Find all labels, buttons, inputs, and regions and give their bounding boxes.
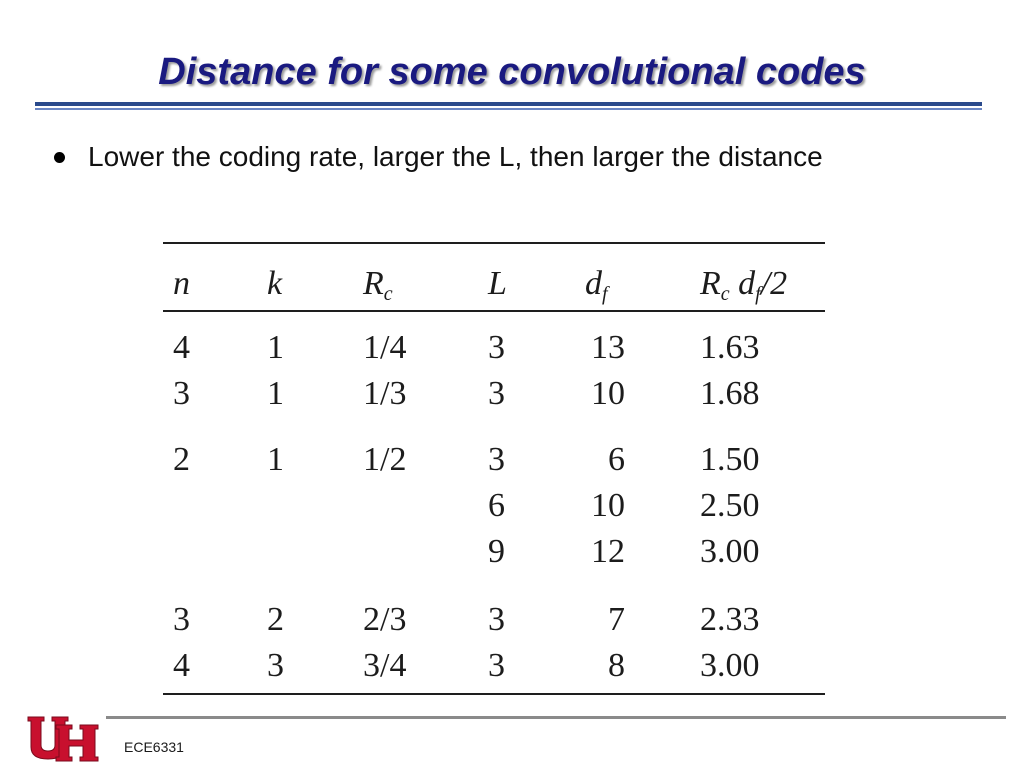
cell-code-rate: 3/4 [363,647,407,684]
table-row [163,374,825,414]
table-bottom-rule [163,693,825,695]
header-gain-c: c [720,283,730,305]
cell-l: 3 [488,441,505,478]
table-row [163,486,825,526]
cell-gain: 2.50 [700,487,760,524]
header-l: L [488,265,507,302]
cell-k: 1 [267,329,284,366]
cell-n: 3 [173,375,190,412]
cell-l: 3 [488,601,505,638]
cell-k: 1 [267,375,284,412]
uh-logo-icon [26,711,102,767]
cell-l: 9 [488,533,505,570]
cell-gain: 1.63 [700,329,760,366]
header-df-sub: f [602,283,608,305]
cell-n: 3 [173,601,190,638]
cell-l: 6 [488,487,505,524]
table-row [163,532,825,572]
header-code-rate [363,264,393,314]
cell-n: 2 [173,441,190,478]
cell-k: 3 [267,647,284,684]
cell-free-distance: 10 [591,487,625,524]
cell-free-distance: 8 [608,647,625,684]
title-divider-thin [35,108,982,110]
table-header-rule [163,310,825,312]
bullet-dot-icon [54,152,65,163]
cell-k: 1 [267,441,284,478]
cell-gain: 2.33 [700,601,760,638]
header-gain-d: d [729,265,756,302]
header-k: k [267,265,283,302]
cell-free-distance: 6 [608,441,625,478]
cell-gain: 1.68 [700,375,760,412]
footer-course-label: ECE6331 [124,739,184,755]
table-row [163,646,825,686]
cell-l: 3 [488,647,505,684]
header-rc-main: R [363,265,384,302]
slide-title: Distance for some convolutional codes [158,51,866,93]
header-gain-tail: /2 [760,265,788,302]
cell-code-rate: 1/2 [363,441,407,478]
cell-free-distance: 12 [591,533,625,570]
cell-code-rate: 1/3 [363,375,407,412]
title-divider [35,102,982,106]
header-n: n [173,265,190,302]
header-gain [700,264,787,314]
cell-free-distance: 13 [591,329,625,366]
cell-gain: 1.50 [700,441,760,478]
cell-l: 3 [488,375,505,412]
cell-n: 4 [173,647,190,684]
table-top-rule [163,242,825,244]
header-rc-sub: c [383,283,393,305]
table-row [163,600,825,640]
header-gain-f: f [755,283,761,305]
cell-n: 4 [173,329,190,366]
cell-code-rate: 2/3 [363,601,407,638]
cell-free-distance: 10 [591,375,625,412]
cell-gain: 3.00 [700,533,760,570]
cell-k: 2 [267,601,284,638]
header-free-distance [585,264,608,314]
cell-free-distance: 7 [608,601,625,638]
bullet-text: Lower the coding rate, larger the L, then larger the distance [88,141,823,172]
header-gain-r: R [700,265,721,302]
convolutional-codes-table [163,242,825,697]
table-row [163,440,825,480]
table-row [163,328,825,368]
header-df-main: d [585,265,602,302]
cell-l: 3 [488,329,505,366]
footer-divider [106,716,1006,719]
cell-code-rate: 1/4 [363,329,407,366]
cell-gain: 3.00 [700,647,760,684]
